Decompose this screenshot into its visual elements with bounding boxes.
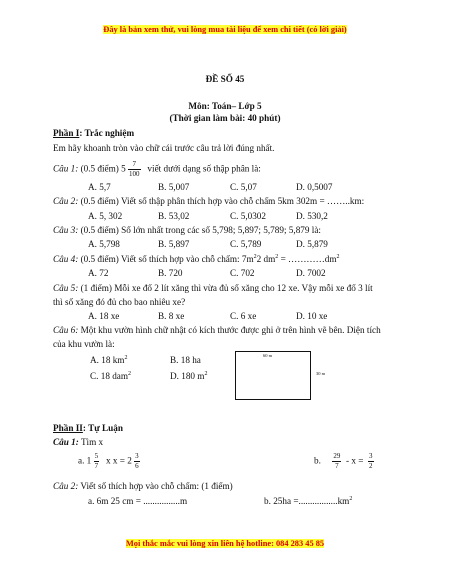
q5-line1 (53, 283, 373, 293)
q4-text-c: = …………dm (278, 254, 337, 265)
q2-label: Câu 2: (53, 196, 79, 206)
p2-q1-a-frac1 (94, 452, 100, 471)
q6-opt-c[interactable] (90, 371, 131, 381)
q6-opt-d-sq: 2 (204, 371, 208, 377)
q4-text-a: (0.5 điểm) Viết số thích hợp vào chỗ chấm: 7m (80, 254, 254, 265)
q5-opt-a[interactable]: A. 18 xe (88, 311, 120, 321)
p2-q1 (53, 437, 103, 447)
q6-opt-a[interactable] (90, 355, 127, 365)
q1-opt-b[interactable]: B. 5,007 (158, 182, 190, 192)
q1-opt-a[interactable]: A. 5,7 (88, 182, 111, 192)
p2-q1-a-d2: 6 (135, 462, 139, 470)
q4-sq1: 2 (253, 254, 257, 260)
p2-q1-a-prefix: a. 1 (78, 455, 92, 466)
q5-line2: thì số xăng đó đủ cho bao nhiêu xe? (53, 297, 186, 307)
p2-q1-b-frac1 (332, 452, 341, 471)
q2-opt-b[interactable]: B. 53,02 (158, 211, 190, 221)
p2-q2-label: Câu 2: (53, 481, 79, 491)
q4-opt-d[interactable]: D. 7002 (296, 268, 326, 278)
p2-q1-a-n2: 3 (135, 452, 139, 460)
p2-q1-b-prefix: b. (314, 455, 321, 466)
q6-opt-d[interactable] (170, 371, 207, 381)
q3 (53, 225, 321, 235)
part2-heading-label: Phần II (53, 423, 83, 433)
q5-text1: (1 điểm) Mỗi xe đố 2 lít xăng thì vừa đủ số xăng cho 12 xe. Vậy mỗi xe đổ 3 lít (80, 283, 373, 293)
q3-opt-d[interactable]: D. 5,879 (296, 239, 328, 249)
q3-text: (0.5 điểm) Số lớn nhất trong các số 5,798; 5,897; 5,789; 5,879 là: (80, 225, 321, 235)
q1-text: viết dưới dạng số thập phân là: (147, 163, 261, 174)
q1-num: 7 (128, 160, 141, 170)
q2-opt-d[interactable]: D. 530,2 (296, 211, 328, 221)
q6-opt-b[interactable]: B. 18 ha (170, 355, 201, 365)
q5-opt-b[interactable]: B. 8 xe (158, 311, 185, 321)
q4-opt-b[interactable]: B. 720 (158, 268, 183, 278)
p2-q2 (53, 481, 233, 491)
bottom-banner-row (0, 538, 450, 548)
q4-sq3: 2 (336, 254, 340, 260)
p2-q2-text: Viết số thích hợp vào chỗ chấm: (1 điểm) (80, 481, 233, 491)
q6-line1 (53, 325, 381, 335)
p2-q1-a-mid: x x = 2 (105, 455, 132, 466)
p2-q2-b (264, 496, 352, 506)
q1-den: 100 (129, 170, 140, 178)
q1-score: (0.5 điểm) (80, 163, 119, 174)
p2-q1-b-mid: - x = (345, 455, 364, 466)
p2-q1-a-n1: 5 (94, 452, 99, 460)
q2 (53, 196, 364, 206)
top-banner-row (0, 24, 450, 34)
q4-opt-c[interactable]: C. 702 (230, 268, 255, 278)
part1-heading-label: Phần I (53, 128, 80, 138)
exam-title: ĐỀ SỐ 45 (205, 74, 245, 84)
q2-opt-c[interactable]: C. 5,0302 (230, 211, 266, 221)
p2-q1-a-frac2 (134, 452, 140, 471)
q3-opt-c[interactable]: C. 5,789 (230, 239, 262, 249)
p2-q1-b-n1: 29 (333, 452, 341, 460)
q6-line2: của khu vườn là: (53, 339, 115, 349)
q3-opt-a[interactable]: A. 5,798 (88, 239, 120, 249)
part2-heading-rest: : Tự Luận (82, 423, 123, 433)
q6-text1: Một khu vườn hình chữ nhật có kích thước được ghi ở trên hình vẽ bên. Diện tích (80, 325, 381, 335)
rect-side-label: 30 m (316, 371, 326, 376)
q1 (53, 160, 261, 179)
q5-opt-d[interactable]: D. 10 xe (296, 311, 328, 321)
q1-fraction (128, 160, 141, 179)
part1-instruction: Em hãy khoanh tròn vào chữ cái trước câu trả lời đúng nhất. (53, 143, 275, 153)
q6-opt-c-sq: 2 (128, 371, 132, 377)
p2-q2-b-text: b. 25ha =.................km (264, 496, 350, 507)
q4-sq2: 2 (275, 254, 279, 260)
q4-text-b: 2 dm (256, 254, 276, 265)
q3-label: Câu 3: (53, 225, 79, 235)
q5-label: Câu 5: (53, 283, 79, 293)
p2-q1-label: Câu 1: (53, 437, 79, 447)
q4 (53, 254, 340, 264)
q1-label: Câu 1: (53, 163, 79, 174)
q6-opt-a-text: A. 18 km (90, 355, 125, 366)
bottom-banner: Mọi thắc mắc vui lòng xin liên hệ hotline: 084 283 45 85 (125, 539, 325, 548)
q3-opt-b[interactable]: B. 5,897 (158, 239, 190, 249)
p2-q1-b-frac2 (368, 452, 374, 471)
q6-opt-c-text: C. 18 dam (90, 371, 129, 382)
p2-q1-b-d2: 2 (369, 462, 373, 470)
q6-opt-d-text: D. 180 m (170, 371, 205, 382)
part2-heading (53, 423, 123, 433)
p2-q1-b (314, 452, 374, 471)
p2-q2-a: a. 6m 25 cm = ................m (88, 496, 188, 506)
p2-q1-text: Tìm x (80, 437, 104, 447)
p2-q2-b-sq: 2 (349, 496, 353, 502)
q2-opt-a[interactable]: A. 5, 302 (88, 211, 123, 221)
p2-q1-a (78, 452, 140, 471)
q4-opt-a[interactable]: A. 72 (88, 268, 109, 278)
p2-q1-b-d1: 7 (335, 462, 339, 470)
q6-opt-a-sq: 2 (124, 355, 128, 361)
rect-top-label: 60 m (263, 353, 273, 358)
q4-label: Câu 4: (53, 254, 79, 265)
q1-opt-d[interactable]: D. 0,5007 (296, 182, 333, 192)
subject-line: Môn: Toán– Lớp 5 (188, 101, 262, 111)
part1-heading (53, 128, 134, 138)
top-banner: Đây là bản xem thử, vui lòng mua tài liệu để xem chi tiết (có lời giải) (103, 25, 347, 34)
q1-opt-c[interactable]: C. 5,07 (230, 182, 257, 192)
q1-whole: 5 (121, 163, 126, 174)
q6-label: Câu 6: (53, 325, 79, 335)
garden-rectangle (235, 351, 311, 400)
q2-text: (0.5 điểm) Viết số thập phân thích hợp vào chỗ chấm 5km 302m = ……..km: (80, 196, 365, 206)
q5-opt-c[interactable]: C. 6 xe (230, 311, 257, 321)
time-line: (Thời gian làm bài: 40 phút) (169, 113, 281, 123)
p2-q1-b-n2: 3 (369, 452, 373, 460)
p2-q1-a-d1: 7 (94, 462, 99, 470)
part1-heading-rest: : Trắc nghiệm (79, 128, 135, 138)
